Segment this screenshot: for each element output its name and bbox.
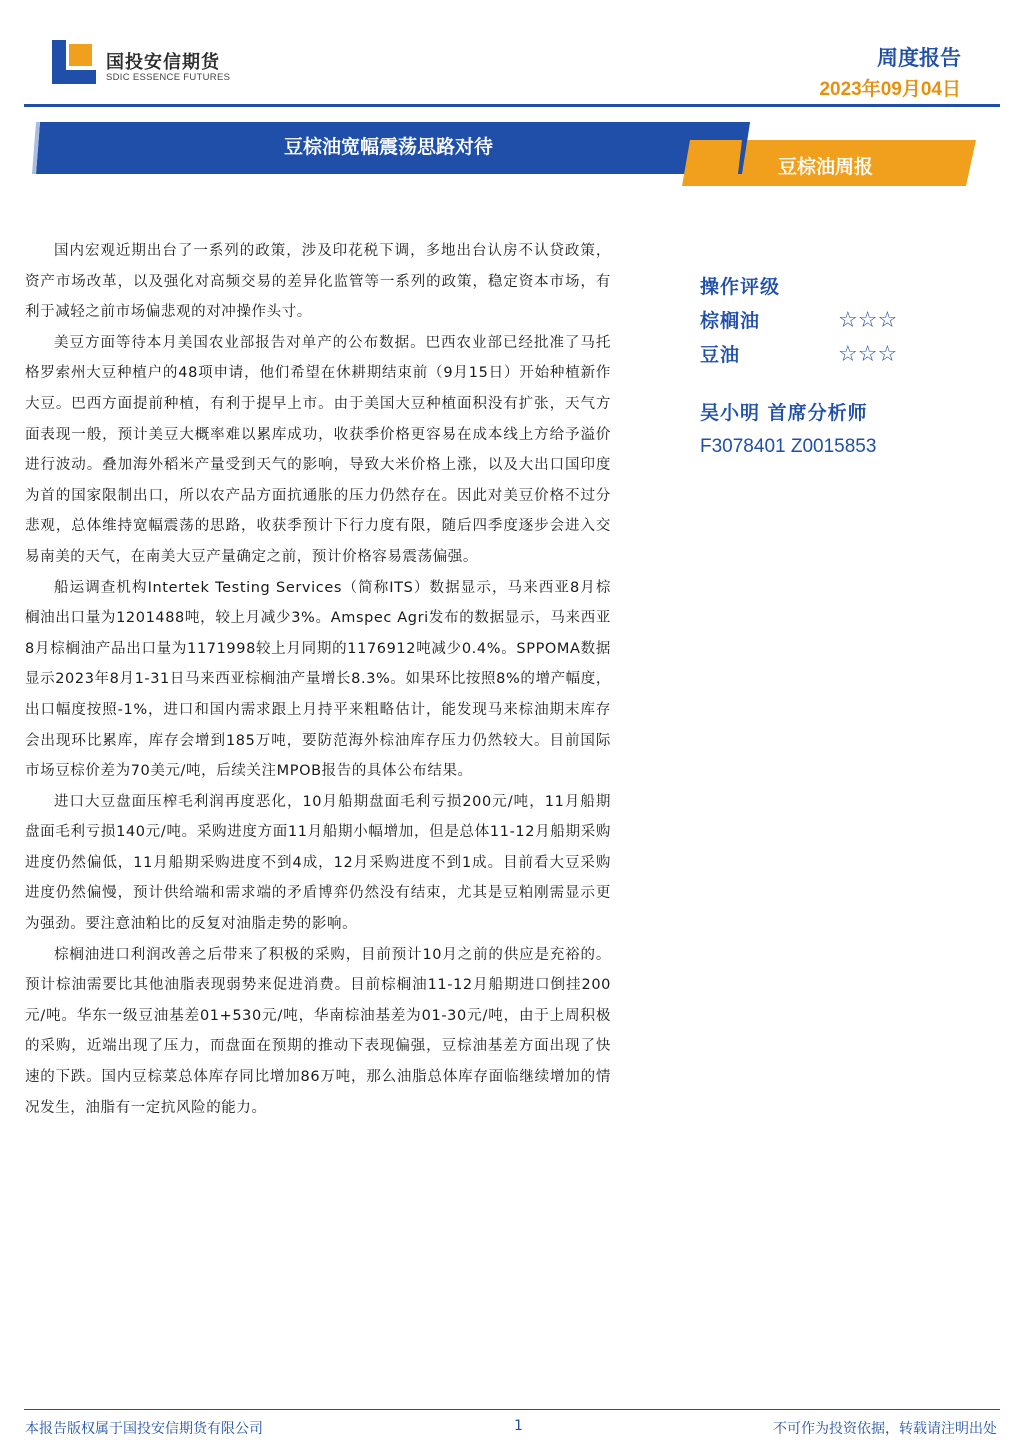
header-divider	[24, 104, 1000, 107]
footer-disclaimer: 不可作为投资依据，转载请注明出处	[773, 1421, 997, 1437]
rating-title: 操作评级	[700, 276, 781, 298]
analyst-name: 吴小明 首席分析师	[700, 402, 868, 424]
footer-copyright: 本报告版权属于国投安信期货有限公司	[25, 1421, 263, 1437]
report-body	[25, 236, 611, 1123]
report-series: 豆棕油周报	[778, 156, 874, 178]
logo-mark-icon	[52, 40, 96, 84]
title-banner	[0, 118, 1025, 190]
rating-stars: ☆☆☆	[838, 308, 898, 333]
report-title: 豆棕油宽幅震荡思路对待	[284, 136, 494, 158]
report-type: 周度报告	[877, 46, 961, 70]
rating-row-palm-oil	[700, 304, 960, 338]
rating-row-soybean-oil	[700, 338, 960, 372]
logo-company-english: SDIC ESSENCE FUTURES	[106, 72, 231, 83]
body-paragraph: 美豆方面等待本月美国农业部报告对单产的公布数据。巴西农业部已经批准了马托格罗索州大豆种植户的48项申请，他们希望在休耕期结束前（9月15日）开始种植新作大豆。巴西方面提前种植，有利于提早上市。由于美国大豆种植面积没有扩张，天气方面表现一般，预计美豆大概率难以累库成功，收获季价格更容易在成本线上方给予溢价进行波动。叠加海外稻米产量受到天气的影响，导致大米价格上涨，以及大出口国印度为首的国家限制出口，所以农产品方面抗通胀的压力仍然存在。因此对美豆价格不过分悲观，总体维持宽幅震荡的思路，收获季预计下行力度有限，随后四季度逐步会进入交易南美的天气，在南美大豆产量确定之前，预计价格容易震荡偏强。	[25, 334, 611, 565]
rating-name: 豆油	[700, 344, 741, 366]
body-paragraph: 进口大豆盘面压榨毛利润再度恶化，10月船期盘面毛利亏损200元/吨，11月船期盘面毛利亏损140元/吨。采购进度方面11月船期小幅增加，但是总体11-12月船期采购进度仍然偏低，11月船期采购进度不到4成，12月采购进度不到1成。目前看大豆采购进度仍然偏慢，预计供给端和需求端的矛盾博弈仍然没有结束，尤其是豆粕刚需显示更为强劲。要注意油粕比的反复对油脂走势的影响。	[25, 793, 611, 933]
report-date: 2023年09月04日	[819, 79, 961, 100]
body-paragraph: 棕榈油进口利润改善之后带来了积极的采购，目前预计10月之前的供应是充裕的。预计棕油需要比其他油脂表现弱势来促进消费。目前棕榈油11-12月船期进口倒挂200元/吨。华东一级豆油基差01+530元/吨，华南棕油基差为01-30元/吨，由于上周积极的采购，近端出现了压力，而盘面在预期的推动下表现偏强，豆棕油基差方面出现了快速的下跌。国内豆棕菜总体库存同比增加86万吨，那么油脂总体库存面临继续增加的情况发生，油脂有一定抗风险的能力。	[25, 946, 611, 1116]
rating-stars: ☆☆☆	[838, 342, 898, 367]
rating-name: 棕榈油	[700, 310, 761, 332]
body-paragraph: 船运调查机构Intertek Testing Services（简称ITS）数据显示，马来西亚8月棕榈油出口量为1201488吨，较上月减少3%。Amspec Agri发布的数据显示，马来西亚8月棕榈油产品出口量为1171998较上月同期的1176912吨减少0.4%。SPPOMA数据显示2023年8月1-31日马来西亚棕榈油产量增长8.3%。如果环比按照8%的增产幅度，出口幅度按照-1%，进口和国内需求跟上月持平来粗略估计，能发现马来棕油期末库存会出现环比累库，库存会增到185万吨，要防范海外棕油库存压力仍然较大。目前国际市场豆棕价差为70美元/吨，后续关注MPOB报告的具体公布结果。	[25, 579, 611, 780]
company-logo	[52, 40, 252, 90]
logo-company-name: 国投安信期货	[106, 52, 220, 73]
body-paragraph: 国内宏观近期出台了一系列的政策，涉及印花税下调，多地出台认房不认贷政策，资产市场改革，以及强化对高频交易的差异化监管等一系列的政策，稳定资本市场，有利于减轻之前市场偏悲观的对冲操作头寸。	[25, 243, 611, 321]
page-number: 1	[514, 1418, 523, 1434]
footer-divider	[24, 1409, 1000, 1410]
report-sidebar	[700, 270, 960, 464]
analyst-license: F3078401 Z0015853	[700, 436, 877, 457]
